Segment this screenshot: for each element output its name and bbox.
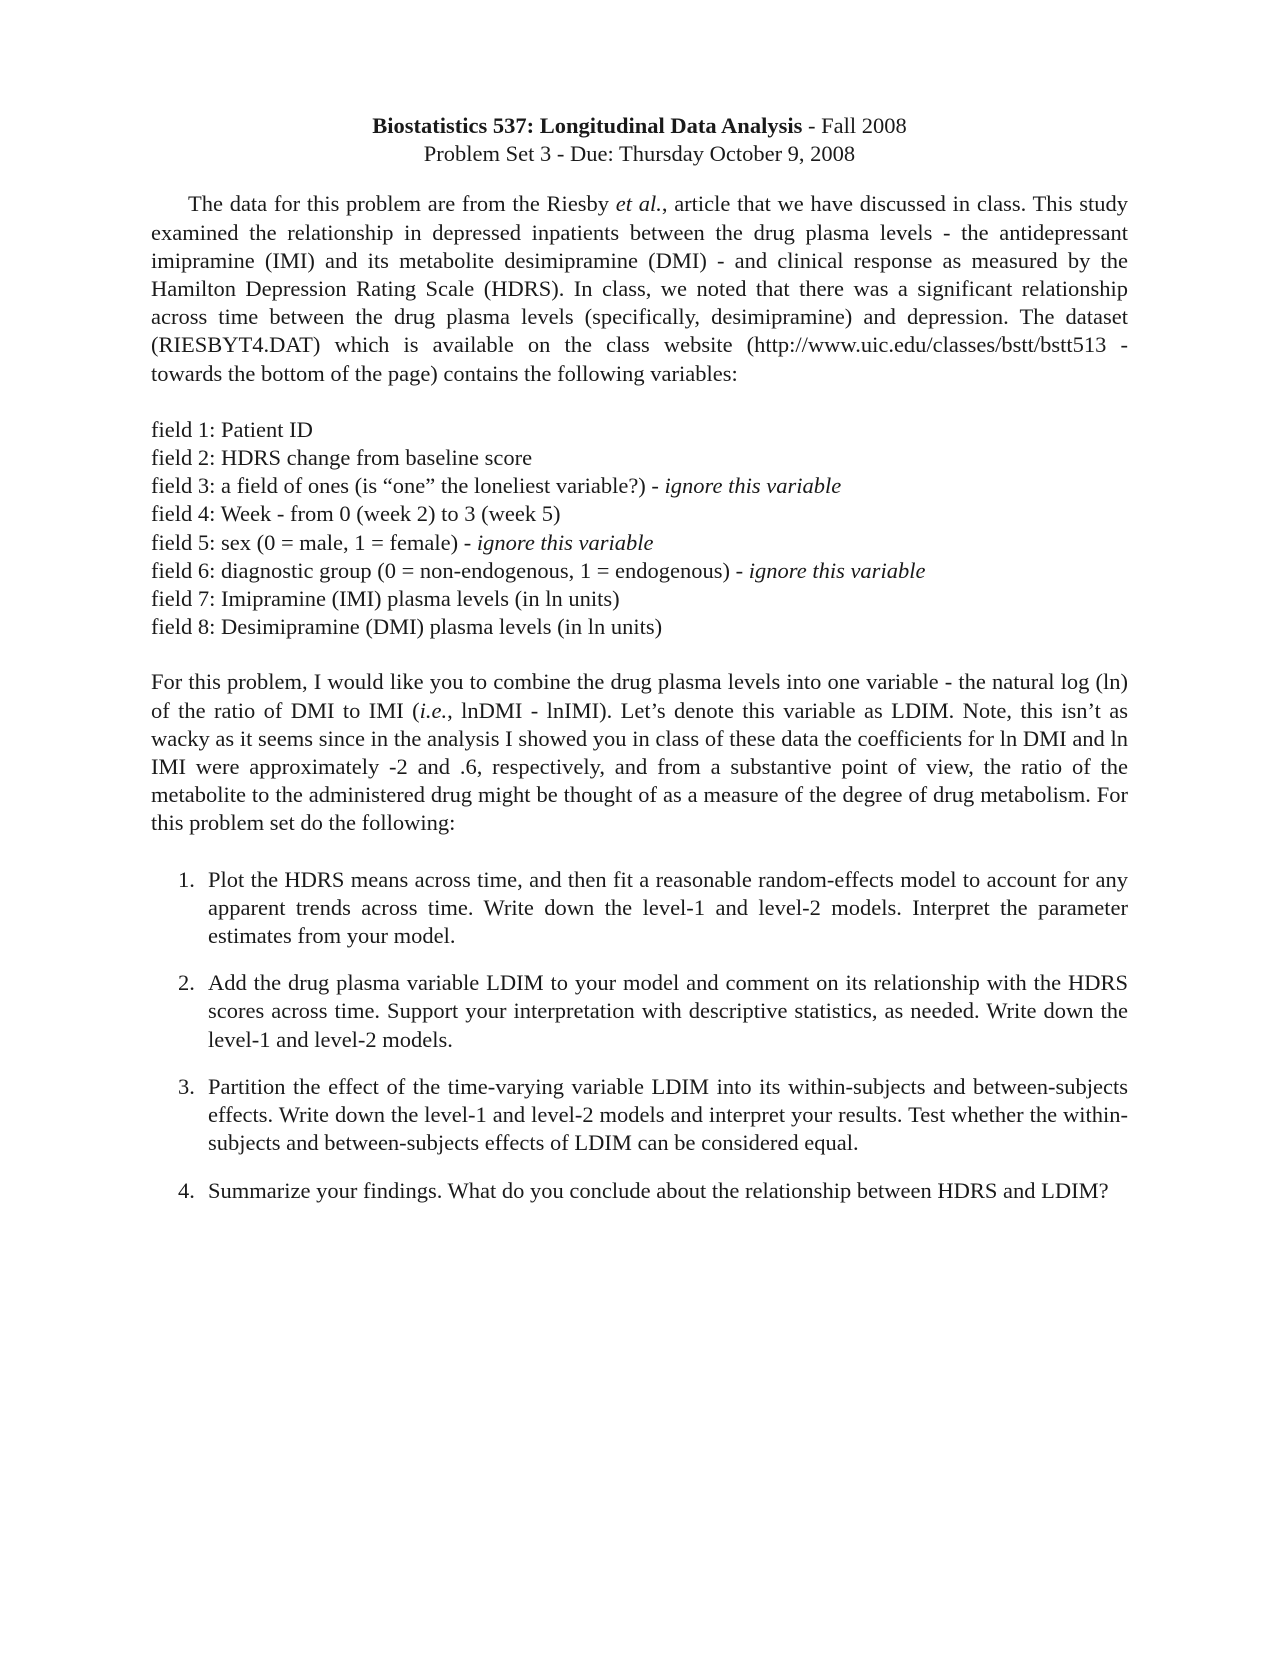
task-item xyxy=(151,1177,1128,1205)
field-text: field 3: a field of ones (is “one” the loneliest variable?) - xyxy=(151,473,665,499)
field-text: field 7: Imipramine (IMI) plasma levels (in ln units) xyxy=(151,586,620,612)
field-item xyxy=(151,500,1128,528)
course-title: Biostatistics 537: Longitudinal Data Analysis xyxy=(372,113,803,138)
field-text: field 6: diagnostic group (0 = non-endogenous, 1 = endogenous) - xyxy=(151,557,749,583)
subtitle: Problem Set 3 - Due: Thursday October 9, 2008 xyxy=(423,141,856,167)
task-item xyxy=(151,1073,1128,1158)
task-number: 2. xyxy=(178,970,195,996)
field-text: field 1: Patient ID xyxy=(151,416,313,442)
task-number: 3. xyxy=(178,1073,195,1099)
field-text: field 2: HDRS change from baseline score xyxy=(151,445,533,471)
task-number: 4. xyxy=(178,1177,195,1203)
task-item xyxy=(151,866,1128,951)
task-text: Summarize your findings. What do you conclude about the relationship between HDRS and LDIM? xyxy=(208,1177,1109,1203)
intro-paragraph xyxy=(151,190,1128,387)
field-item xyxy=(151,416,1128,444)
task-text: Partition the effect of the time-varying variable LDIM into its within-subjects and between-subjects effects. Write down the level-1 and level-2 models and interpret your results. Test whether the within-subjects and between-subjects effects of LDIM can be considered equal. xyxy=(208,1073,1128,1156)
field-item xyxy=(151,557,1128,585)
task-item xyxy=(151,969,1128,1054)
field-item xyxy=(151,444,1128,472)
task-text: Plot the HDRS means across time, and then fit a reasonable random-effects model to account for any apparent trends across time. Write down the level-1 and level-2 models. Interpret the parameter estimates from your model. xyxy=(208,866,1128,949)
field-list xyxy=(151,416,1128,642)
problem-ie: i.e. xyxy=(419,697,448,723)
field-note: ignore this variable xyxy=(748,557,926,583)
intro-text-1: The data for this problem are from the Riesby xyxy=(188,191,616,217)
problem-paragraph xyxy=(151,668,1128,837)
field-item xyxy=(151,529,1128,557)
task-text: Add the drug plasma variable LDIM to your model and comment on its relationship with the HDRS scores across time. Support your interpretation with descriptive statistics, as needed. Write down the level-1 and level-2 models. xyxy=(208,970,1128,1052)
task-list xyxy=(151,866,1128,1205)
field-note: ignore this variable xyxy=(476,529,654,555)
field-item xyxy=(151,585,1128,613)
field-text: field 4: Week - from 0 (week 2) to 3 (week 5) xyxy=(151,501,561,527)
problem-text-1: For this problem, I would like you to combine the drug plasma levels into one variable - the natural log (ln) of the ratio of DMI to IMI ( xyxy=(151,669,1128,723)
field-note: ignore this variable xyxy=(664,473,842,499)
problem-text-2: , lnDMI - lnIMI). Let’s denote this variable as LDIM. Note, this isn’t as wacky as it seems since in the analysis I showed you in class of these data the coefficients for ln DMI and ln IMI were approximately -2 and .6, respectively, and from a substantive point of view, the ratio of the metabolite to the administered drug might be thought of as a measure of the degree of drug metabolism. For this problem set do the following: xyxy=(151,697,1128,836)
intro-text-2: , article that we have discussed in class. This study examined the relationship in depressed inpatients between the drug plasma levels - the antidepressant imipramine (IMI) and its metabolite desimipramine (DMI) - and clinical response as measured by the Hamilton Depression Rating Scale (HDRS). In class, we noted that there was a significant relationship across time between the drug plasma levels (specifically, desimipramine) and depression. The dataset (RIESBYT4.DAT) which is available on the class website (http://www.uic.edu/classes/bstt/bstt513 - towards the bottom of the page) contains the following variables: xyxy=(151,191,1128,386)
field-text: field 8: Desimipramine (DMI) plasma levels (in ln units) xyxy=(151,614,663,640)
document-page xyxy=(151,112,1128,1224)
field-item xyxy=(151,613,1128,641)
term: - Fall 2008 xyxy=(802,113,907,138)
field-text: field 5: sex (0 = male, 1 = female) - xyxy=(151,529,477,555)
document-header xyxy=(151,112,1128,168)
intro-etal: et al. xyxy=(615,191,662,217)
title-line xyxy=(151,112,1128,140)
task-number: 1. xyxy=(178,866,195,892)
field-item xyxy=(151,472,1128,500)
